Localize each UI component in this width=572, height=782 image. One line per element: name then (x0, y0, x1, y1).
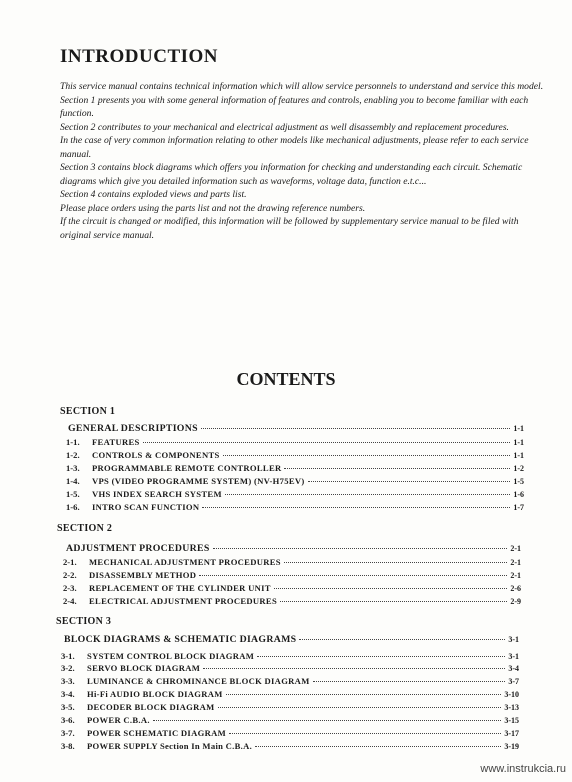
introduction-title: INTRODUCTION (60, 46, 219, 67)
contents-title: CONTENTS (236, 369, 336, 389)
toc-page-number: 1-1 (513, 424, 524, 433)
toc-item-number: 1-1. (66, 437, 80, 447)
toc-item-number: 1-5. (66, 489, 80, 499)
toc-row (61, 663, 519, 673)
dot-leader (201, 428, 510, 429)
toc-page-number: 1-1 (513, 438, 524, 447)
toc-row (66, 489, 524, 499)
toc-page-number: 1-7 (513, 503, 524, 512)
dot-leader (308, 481, 511, 482)
toc-page-number: 1-2 (513, 464, 524, 473)
toc-item-number: 3-7. (61, 728, 75, 738)
toc-page-number: 1-5 (513, 477, 524, 486)
toc-page-number: 1-1 (513, 451, 524, 460)
toc-item-number: 3-8. (61, 741, 75, 751)
toc-item-label: MECHANICAL ADJUSTMENT PROCEDURES (89, 557, 281, 567)
toc-item-number: 2-3. (63, 583, 77, 593)
toc-item-label: Hi-Fi AUDIO BLOCK DIAGRAM (87, 689, 223, 699)
dot-leader (199, 575, 507, 576)
dot-leader (280, 601, 507, 602)
toc-item-label: VHS INDEX SEARCH SYSTEM (92, 489, 222, 499)
toc-page-number: 2-1 (510, 558, 521, 567)
dot-leader (299, 639, 505, 640)
toc-page-number: 3-15 (504, 716, 519, 725)
toc-item-label: VPS (VIDEO PROGRAMME SYSTEM) (NV-H75EV) (92, 476, 305, 486)
toc-row (66, 502, 524, 512)
dot-leader (229, 733, 501, 734)
watermark-text: www.instrukcia.ru (480, 763, 566, 775)
section-title: SECTION 1 (60, 406, 116, 417)
intro-paragraph: This service manual contains technical information which will allow service personnels to understand and service this model. (60, 81, 544, 92)
intro-paragraph: In the case of very common information relating to other models like mechanical adjustments, please refer to each service manual. (60, 135, 529, 160)
toc-item-label: CONTROLS & COMPONENTS (92, 450, 220, 460)
toc-heading-label: ADJUSTMENT PROCEDURES (66, 543, 210, 554)
toc-heading-label: GENERAL DESCRIPTIONS (68, 423, 198, 434)
intro-paragraph: Section 3 contains block diagrams which offers you information for checking and understanding each circuit. Schematic diagrams which give you detailed information such as waveforms, voltage data, function e.t.c... (60, 162, 523, 187)
toc-row (63, 596, 521, 606)
toc-row (63, 570, 521, 580)
toc-heading-row (66, 543, 521, 554)
intro-paragraph: Please place orders using the parts list and not the drawing reference numbers. (60, 202, 366, 214)
toc-item-label: POWER SUPPLY Section In Main C.B.A. (87, 741, 253, 751)
toc-item-label: ELECTRICAL ADJUSTMENT PROCEDURES (89, 596, 278, 606)
toc-row (61, 715, 519, 725)
toc-page-number: 3-7 (508, 677, 519, 686)
toc-row (61, 728, 519, 738)
toc-row (61, 651, 519, 661)
toc-page-number: 3-13 (504, 703, 519, 712)
toc-item-number: 3-6. (61, 715, 75, 725)
dot-leader (313, 681, 506, 682)
dot-leader (203, 668, 505, 669)
toc-row (63, 583, 521, 593)
intro-paragraph: Section 4 contains exploded views and parts list. (60, 189, 247, 200)
toc-page-number: 2-6 (510, 584, 521, 593)
toc-page-number: 2-1 (510, 544, 521, 553)
toc-item-number: 1-2. (66, 450, 80, 460)
toc-item-number: 1-4. (66, 476, 80, 486)
toc-page-number: 3-17 (504, 729, 519, 738)
toc-row (61, 689, 519, 699)
intro-paragraph: Section 1 presents you with some general information of features and controls, enabling you to become familiar with each function. (60, 94, 529, 119)
dot-leader (223, 455, 511, 456)
dot-leader (202, 507, 510, 508)
section-title: SECTION 2 (57, 523, 113, 534)
section-title: SECTION 3 (56, 616, 112, 627)
toc-page-number: 3-1 (508, 652, 519, 661)
dot-leader (213, 548, 508, 549)
toc-item-number: 3-2. (61, 663, 75, 673)
toc-item-number: 3-5. (61, 702, 75, 712)
toc-item-number: 1-6. (66, 502, 80, 512)
toc-item-number: 1-3. (66, 463, 80, 473)
dot-leader (218, 707, 502, 708)
dot-leader (153, 720, 502, 721)
toc-item-label: SYSTEM CONTROL BLOCK DIAGRAM (87, 651, 255, 661)
toc-row (66, 476, 524, 486)
introduction-body (60, 80, 545, 242)
intro-paragraph: If the circuit is changed or modified, this information will be followed by supplementary service manual to be filed with original service manual. (60, 216, 519, 241)
toc-heading-row (68, 423, 524, 434)
toc-item-label: FEATURES (92, 437, 140, 447)
toc-page-number: 3-4 (508, 664, 519, 673)
dot-leader (284, 562, 507, 563)
toc-page-number: 2-9 (510, 597, 521, 606)
toc-item-number: 2-2. (63, 570, 77, 580)
toc-item-label: REPLACEMENT OF THE CYLINDER UNIT (89, 583, 271, 593)
toc-item-number: 3-1. (61, 651, 75, 661)
dot-leader (284, 468, 510, 469)
dot-leader (274, 588, 508, 589)
dot-leader (255, 746, 501, 747)
toc-page-number: 3-1 (508, 635, 519, 644)
toc-item-label: LUMINANCE & CHROMINANCE BLOCK DIAGRAM (87, 676, 310, 686)
toc-page-number: 3-19 (504, 742, 519, 751)
toc-row (66, 437, 524, 447)
toc-item-number: 2-4. (63, 596, 77, 606)
toc-row (61, 741, 519, 751)
toc-item-label: SERVO BLOCK DIAGRAM (87, 663, 201, 673)
toc-row (61, 676, 519, 686)
toc-item-number: 3-3. (61, 676, 75, 686)
intro-paragraph: Section 2 contributes to your mechanical and electrical adjustment as well disassembly and replacement procedures. (60, 121, 509, 133)
dot-leader (226, 694, 502, 695)
toc-row (63, 557, 521, 567)
dot-leader (225, 494, 510, 495)
toc-item-label: POWER C.B.A. (87, 715, 150, 725)
dot-leader (257, 656, 505, 657)
toc-row (66, 463, 524, 473)
toc-item-label: DECODER BLOCK DIAGRAM (87, 702, 215, 712)
toc-heading-label: BLOCK DIAGRAMS & SCHEMATIC DIAGRAMS (64, 634, 297, 645)
toc-item-label: POWER SCHEMATIC DIAGRAM (87, 728, 226, 738)
toc-item-label: INTRO SCAN FUNCTION (92, 502, 200, 512)
toc-page-number: 3-10 (504, 690, 519, 699)
dot-leader (143, 442, 511, 443)
toc-item-number: 2-1. (63, 557, 77, 567)
toc-row (61, 702, 519, 712)
toc-item-number: 3-4. (61, 689, 75, 699)
toc-page-number: 2-1 (510, 571, 521, 580)
toc-item-label: PROGRAMMABLE REMOTE CONTROLLER (92, 463, 282, 473)
toc-row (66, 450, 524, 460)
toc-heading-row (64, 634, 519, 645)
toc-item-label: DISASSEMBLY METHOD (89, 570, 197, 580)
toc-page-number: 1-6 (513, 490, 524, 499)
